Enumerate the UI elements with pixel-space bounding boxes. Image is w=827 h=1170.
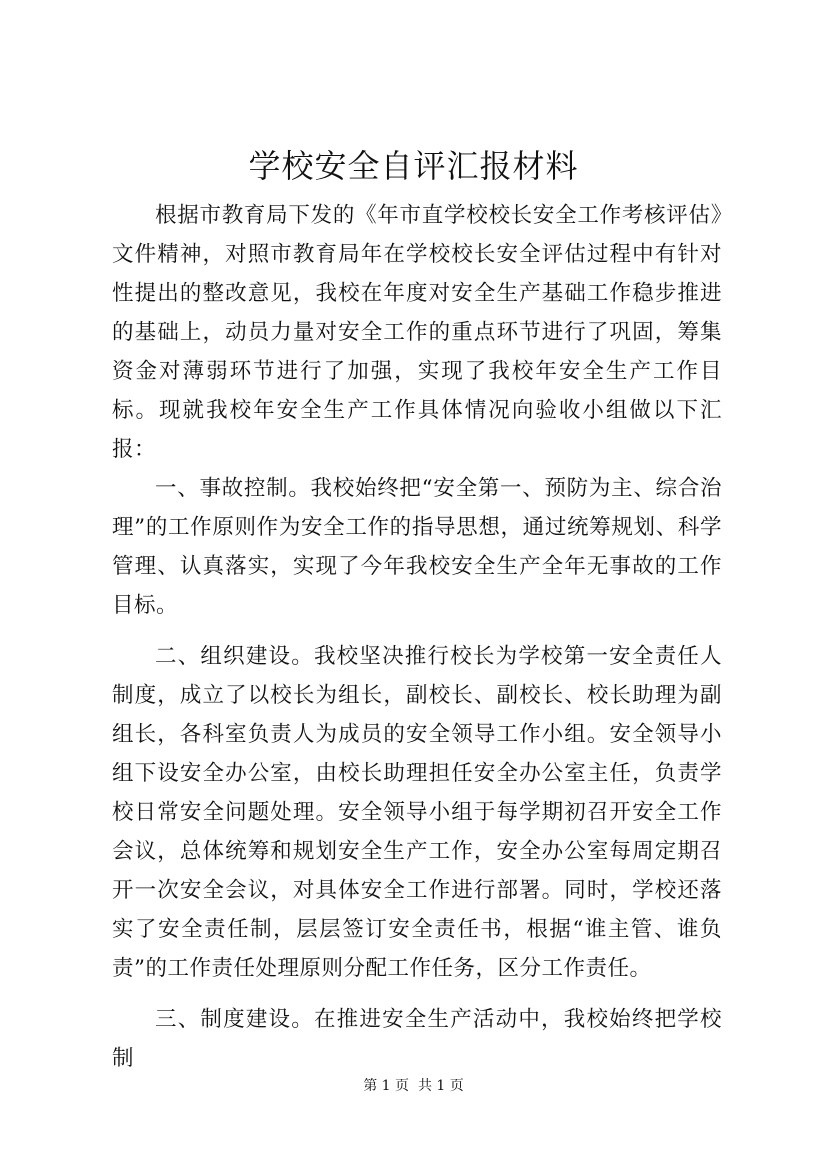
paragraph-system-building: 三、制度建设。在推进安全生产活动中，我校始终把学校制	[112, 1007, 722, 1071]
document-body	[112, 196, 722, 1078]
page-footer	[0, 1076, 827, 1096]
document-title: 学校安全自评汇报材料	[248, 147, 579, 185]
page-number: 第 1 页 共 1 页	[363, 1078, 464, 1094]
paragraph-intro: 根据市教育局下发的《年市直学校校长安全工作考核评估》文件精神，对照市教育局年在学校校长安全评估过程中有针对性提出的整改意见，我校在年度对安全生产基础工作稳步推进的基础上，动员力量对安全工作的重点环节进行了巩固，筹集资金对薄弱环节进行了加强，实现了我校年安全生产工作目标。现就我校年安全生产工作具体情况向验收小组做以下汇报：	[112, 203, 722, 462]
paragraph-organization: 二、组织建设。我校坚决推行校长为学校第一安全责任人制度，成立了以校长为组长，副校长、副校长、校长助理为副组长，各科室负责人为成员的安全领导工作小组。安全领导小组下设安全办公室，由校长助理担任安全办公室主任，负责学校日常安全问题处理。安全领导小组于每学期初召开安全工作会议，总体统筹和规划安全生产工作，安全办公室每周定期召开一次安全会议，对具体安全工作进行部署。同时，学校还落实了安全责任制，层层签订安全责任书，根据“谁主管、谁负责”的工作责任处理原则分配工作任务，区分工作责任。	[112, 644, 722, 981]
paragraph-accident-control: 一、事故控制。我校始终把“安全第一、预防为主、综合治理”的工作原则作为安全工作的指导思想，通过统筹规划、科学管理、认真落实，实现了今年我校安全生产全年无事故的工作目标。	[112, 476, 722, 618]
